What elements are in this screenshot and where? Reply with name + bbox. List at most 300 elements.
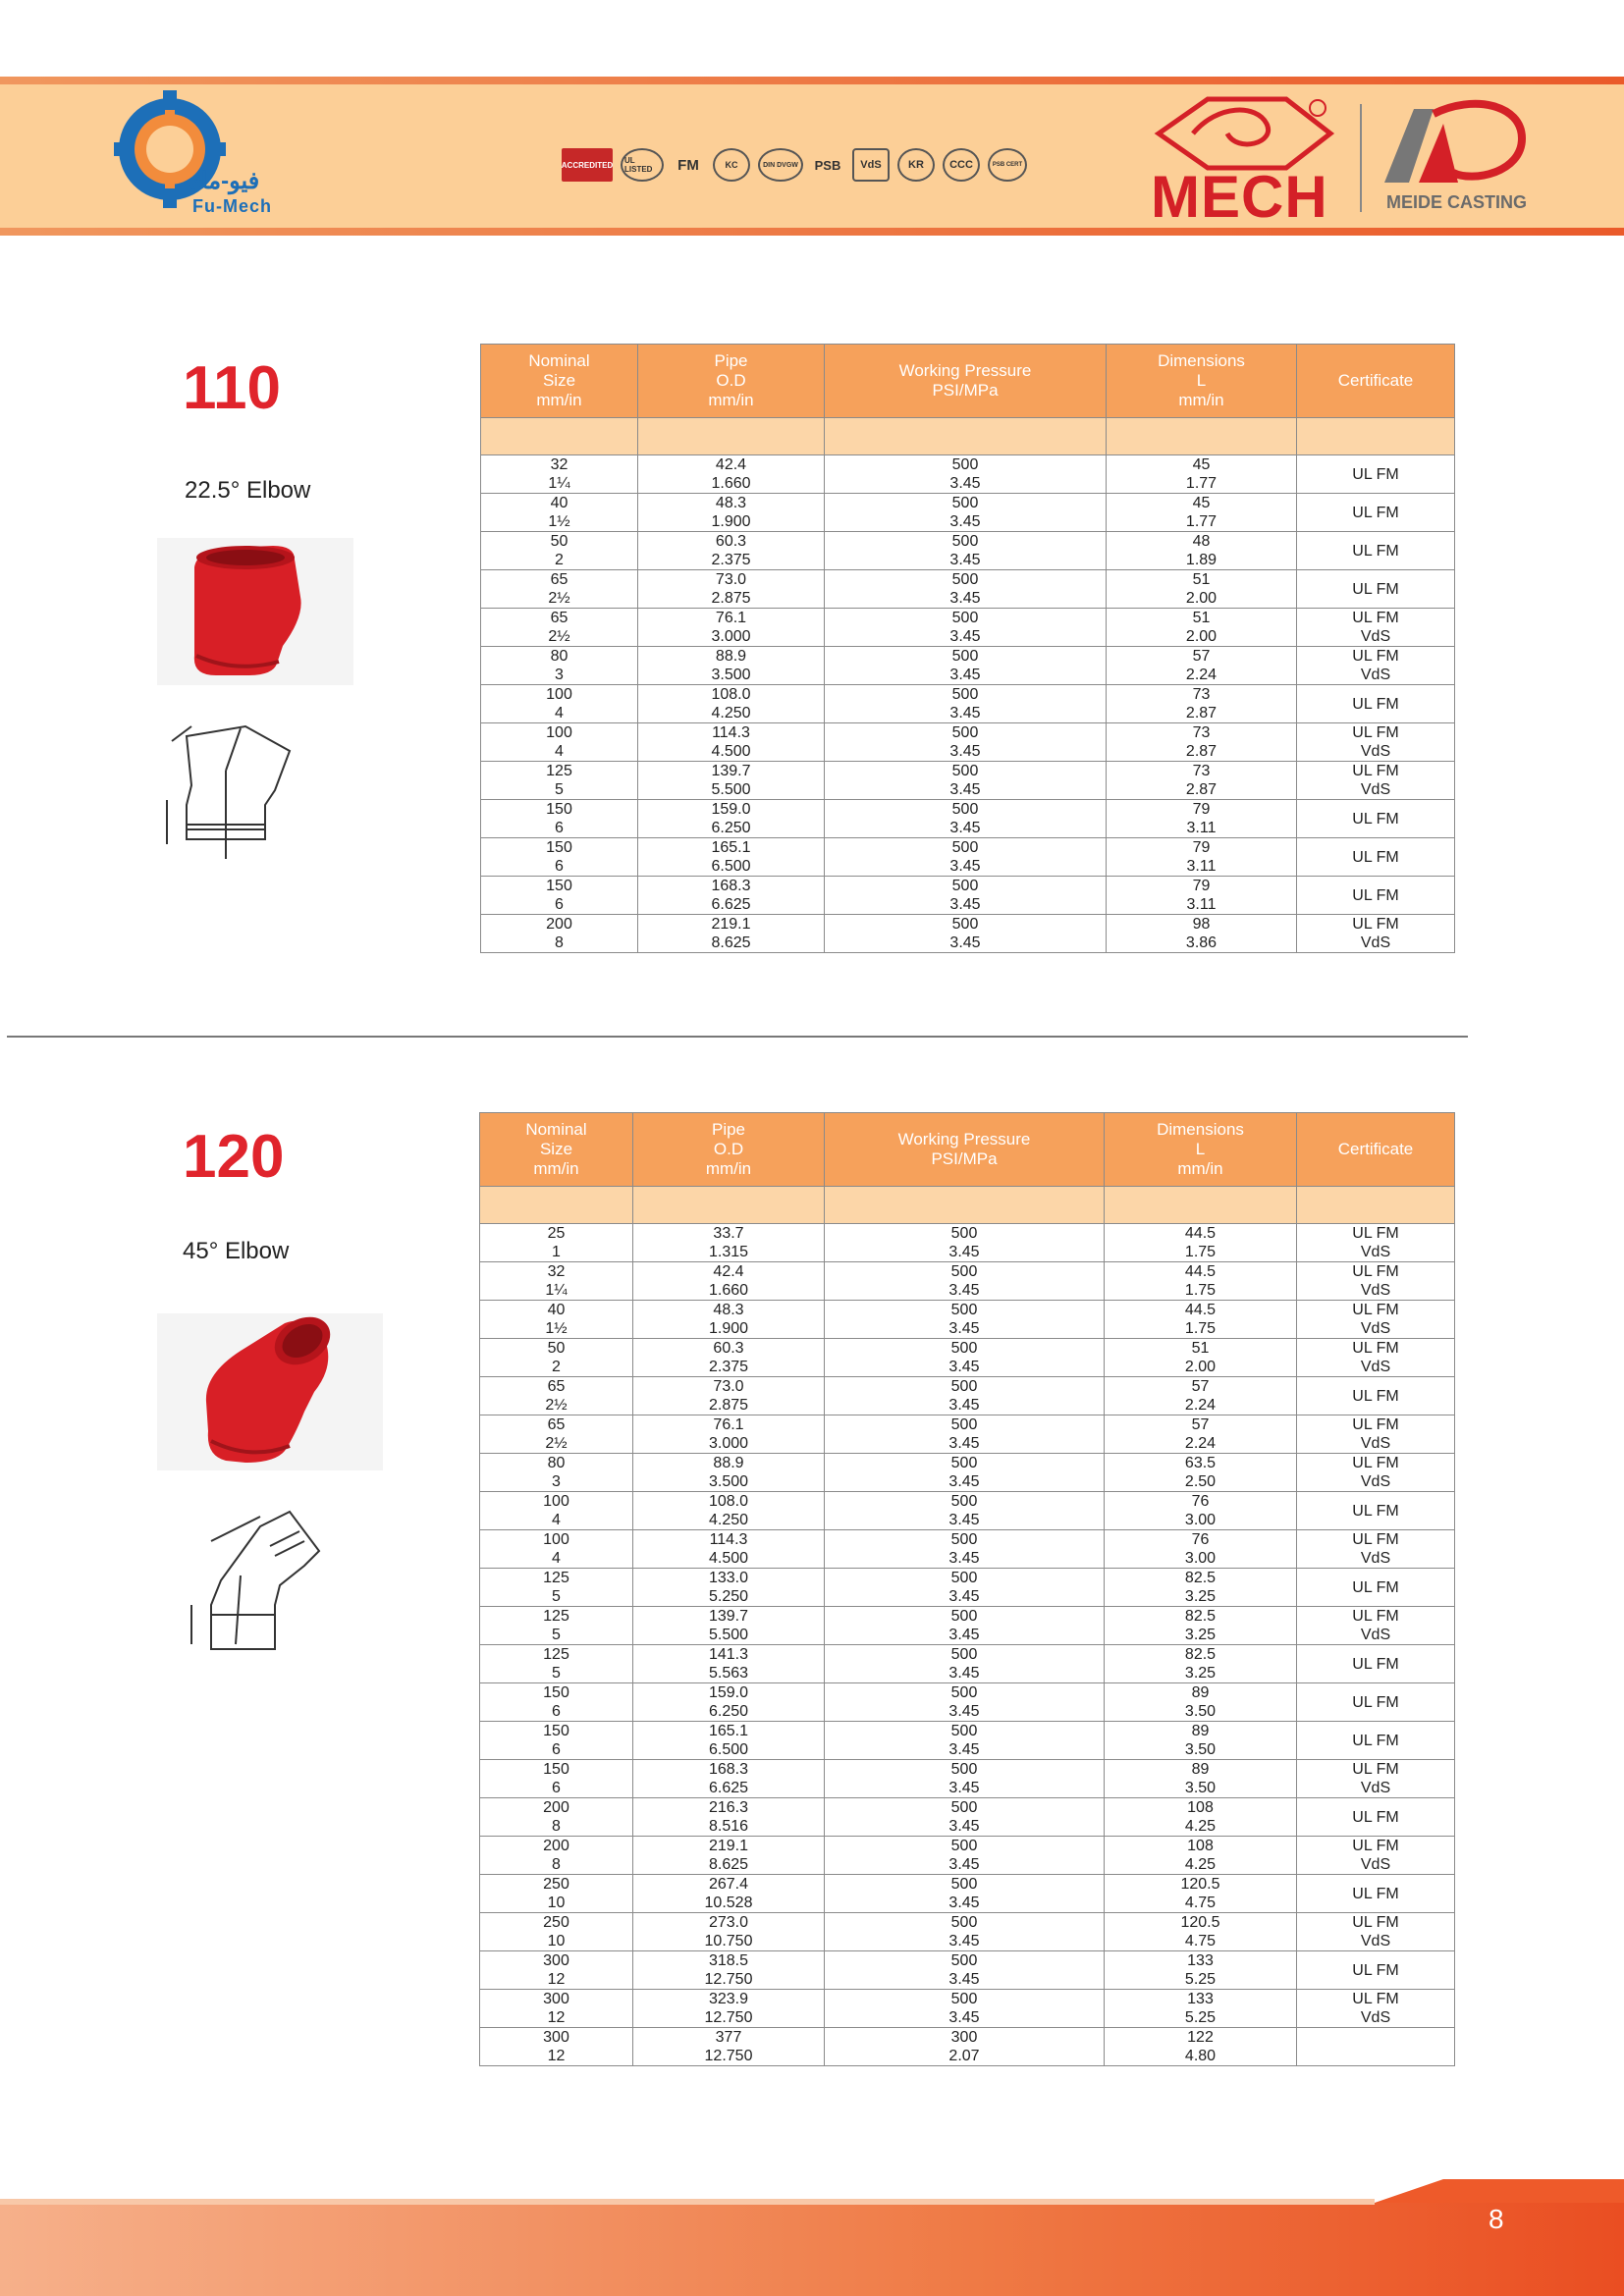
certificate-cell-line: UL FM: [1352, 1693, 1399, 1711]
certificate-cell-line: UL FM: [1352, 848, 1399, 866]
nominal-size-cell-line: 6: [555, 896, 564, 913]
certificate-cell-line: UL FM: [1352, 504, 1399, 521]
working-pressure-cell: [825, 1607, 1105, 1645]
working-pressure-cell: [825, 1530, 1105, 1569]
nominal-size-cell-line: 50: [547, 1340, 566, 1357]
nominal-size-cell-line: 80: [547, 1455, 566, 1471]
table-row: [481, 838, 1455, 877]
nominal-size-cell-line: 5: [555, 781, 564, 798]
pipe-od-cell-line: 273.0: [708, 1914, 749, 1931]
dimensions-cell-line: 2.24: [1184, 1397, 1217, 1414]
mech-brand-name: MECH: [1151, 164, 1328, 230]
dimensions-cell-line: 120.5: [1180, 1876, 1220, 1893]
nominal-size-cell-line: 250: [543, 1876, 569, 1893]
pipe-od-cell-line: 114.3: [709, 1531, 748, 1548]
nominal-size-cell-line: 5: [552, 1665, 561, 1682]
nominal-size-cell-line: 80: [550, 648, 568, 665]
nominal-size-cell-line: 3: [552, 1473, 561, 1490]
nominal-size-cell-line: 150: [543, 1723, 569, 1739]
certificate-cell-line: UL FM: [1352, 886, 1399, 904]
nominal-size-cell-line: 65: [550, 571, 568, 588]
dimensions-cell-line: 76: [1191, 1493, 1210, 1510]
working-pressure-cell-line: 3.45: [948, 1741, 980, 1758]
table-row: [480, 1875, 1455, 1913]
pipe-od-cell-line: 6.500: [711, 858, 751, 875]
nominal-size-cell-line: 1¼: [548, 475, 570, 492]
working-pressure-cell-line: 3.45: [949, 705, 981, 721]
working-pressure-cell-line: 500: [951, 763, 979, 779]
nominal-size-cell: [480, 1262, 633, 1301]
dimensions-cell-line: 44.5: [1184, 1302, 1217, 1318]
certificate-cell-line: VdS: [1360, 1856, 1391, 1873]
cert-psb-cert-icon: PSB CERT: [988, 148, 1027, 182]
certificate-cell: [1297, 1492, 1455, 1530]
pipe-od-cell: [633, 1990, 825, 2028]
certificate-cell-line: VdS: [1360, 667, 1391, 683]
pipe-od-cell-line: 4.250: [711, 705, 751, 721]
working-pressure-cell-line: 3.45: [949, 513, 981, 530]
nominal-size-cell-line: 6: [552, 1741, 561, 1758]
table-row: [480, 1951, 1455, 1990]
pipe-od-cell-line: 3.500: [708, 1473, 749, 1490]
dimensions-cell-line: 3.25: [1184, 1588, 1217, 1605]
dimensions-cell: [1105, 1913, 1297, 1951]
working-pressure-cell-line: 500: [950, 1263, 978, 1280]
dimensions-cell: [1107, 762, 1297, 800]
dimensions-cell-line: 3.00: [1184, 1512, 1217, 1528]
pipe-od-cell: [638, 570, 825, 609]
table-spacer-row: [480, 1187, 1455, 1224]
certificate-cell-line: VdS: [1360, 1933, 1391, 1949]
pipe-od-cell: [638, 609, 825, 647]
logo-divider: [1360, 104, 1362, 212]
pipe-od-cell-line: 76.1: [713, 1416, 744, 1433]
pipe-od-cell: [633, 1607, 825, 1645]
working-pressure-cell: [825, 455, 1107, 494]
dimensions-cell: [1105, 1224, 1297, 1262]
table-row: [481, 685, 1455, 723]
nominal-size-cell-line: 100: [543, 1493, 569, 1510]
pipe-od-cell-line: 6.250: [711, 820, 751, 836]
working-pressure-cell-line: 3.45: [948, 1627, 980, 1643]
working-pressure-cell: [825, 1837, 1105, 1875]
working-pressure-cell: [825, 532, 1107, 570]
working-pressure-cell: [825, 1339, 1105, 1377]
dimensions-cell-line: 2.00: [1184, 1359, 1217, 1375]
pipe-od-cell: [633, 1339, 825, 1377]
working-pressure-cell-line: 500: [950, 1570, 978, 1586]
pipe-od-cell-line: 141.3: [708, 1646, 749, 1663]
pipe-od-cell-line: 2.875: [711, 590, 751, 607]
pipe-od-cell: [633, 1951, 825, 1990]
dimensions-cell: [1107, 532, 1297, 570]
pipe-od-cell: [633, 1645, 825, 1683]
working-pressure-cell-line: 3.45: [949, 820, 981, 836]
certificate-cell-line: VdS: [1360, 1320, 1391, 1337]
nominal-size-cell-line: 6: [555, 820, 564, 836]
nominal-size-cell-line: 65: [547, 1378, 566, 1395]
table-row: [481, 762, 1455, 800]
col-pipe-od: Pipe O.D mm/in: [633, 1113, 825, 1187]
table-row: [480, 1454, 1455, 1492]
working-pressure-cell-line: 3.45: [948, 1703, 980, 1720]
pipe-od-cell-line: 114.3: [712, 724, 750, 741]
dimensions-cell: [1105, 1683, 1297, 1722]
nominal-size-cell-line: 150: [546, 801, 572, 818]
nominal-size-cell-line: 40: [547, 1302, 566, 1318]
working-pressure-cell-line: 2.07: [948, 2048, 980, 2064]
certificate-cell: [1297, 455, 1455, 494]
certificate-cell-line: VdS: [1360, 1244, 1391, 1260]
certificate-cell: [1297, 647, 1455, 685]
certificate-cell: [1297, 1224, 1455, 1262]
dimensions-cell-line: 98: [1192, 916, 1211, 933]
nominal-size-cell: [480, 1415, 633, 1454]
pipe-od-cell-line: 165.1: [711, 839, 751, 856]
dimensions-cell: [1105, 1760, 1297, 1798]
nominal-size-cell: [481, 685, 638, 723]
pipe-od-cell: [633, 1224, 825, 1262]
pipe-od-cell-line: 5.250: [708, 1588, 749, 1605]
working-pressure-cell-line: 500: [951, 724, 979, 741]
certificate-cell-line: VdS: [1360, 2009, 1391, 2026]
col-dimensions: Dimensions L mm/in: [1107, 345, 1297, 418]
pipe-od-cell-line: 219.1: [708, 1838, 749, 1854]
working-pressure-cell: [825, 723, 1107, 762]
dimensions-cell-line: 108: [1187, 1838, 1214, 1854]
elbow-45-drawing: [182, 1507, 329, 1659]
dimensions-cell-line: 2.87: [1185, 705, 1218, 721]
pipe-od-cell: [633, 1569, 825, 1607]
pipe-od-cell-line: 1.660: [711, 475, 751, 492]
pipe-od-cell-line: 323.9: [708, 1991, 749, 2007]
section-110-title: 22.5° Elbow: [185, 477, 311, 504]
pipe-od-cell-line: 2.375: [711, 552, 751, 568]
certificate-cell-line: UL FM: [1352, 542, 1399, 560]
pipe-od-cell-line: 60.3: [713, 1340, 744, 1357]
nominal-size-cell-line: 1½: [548, 513, 570, 530]
elbow-22-5-photo: [157, 538, 353, 685]
header-top-stripe: [0, 77, 1624, 84]
table-row: [481, 647, 1455, 685]
certificate-cell-line: UL FM: [1352, 1991, 1399, 2007]
working-pressure-cell: [825, 915, 1107, 953]
working-pressure-cell-line: 3.45: [948, 1244, 980, 1260]
table-row: [480, 1722, 1455, 1760]
cert-kr-icon: KR: [897, 148, 935, 182]
working-pressure-cell-line: 3.45: [948, 1473, 980, 1490]
certificate-cell: [1297, 800, 1455, 838]
working-pressure-cell-line: 500: [950, 1838, 978, 1854]
pipe-od-cell-line: 5.500: [708, 1627, 749, 1643]
pipe-od-cell-line: 3.000: [708, 1435, 749, 1452]
nominal-size-cell: [480, 1722, 633, 1760]
nominal-size-cell: [480, 1683, 633, 1722]
working-pressure-cell-line: 500: [951, 801, 979, 818]
working-pressure-cell: [825, 1645, 1105, 1683]
table-row: [481, 877, 1455, 915]
working-pressure-cell: [825, 1913, 1105, 1951]
certificate-cell: [1297, 1875, 1455, 1913]
nominal-size-cell-line: 1: [552, 1244, 561, 1260]
certificate-cell-line: UL FM: [1352, 1885, 1399, 1902]
nominal-size-cell-line: 4: [552, 1512, 561, 1528]
working-pressure-cell-line: 3.45: [948, 1588, 980, 1605]
section-divider: [7, 1036, 1468, 1038]
col-certificate: Certificate: [1297, 1113, 1455, 1187]
dimensions-cell-line: 45: [1192, 456, 1211, 473]
pipe-od-cell-line: 12.750: [704, 2048, 753, 2064]
pipe-od-cell-line: 12.750: [704, 1971, 753, 1988]
nominal-size-cell: [480, 1760, 633, 1798]
pipe-od-cell-line: 60.3: [715, 533, 747, 550]
working-pressure-cell: [825, 1301, 1105, 1339]
pipe-od-cell-line: 8.625: [711, 934, 751, 951]
pipe-od-cell-line: 377: [715, 2029, 742, 2046]
working-pressure-cell-line: 3.45: [948, 1971, 980, 1988]
pipe-od-cell-line: 3.500: [711, 667, 751, 683]
pipe-od-cell-line: 42.4: [713, 1263, 744, 1280]
table-row: [481, 723, 1455, 762]
certificate-cell: [1297, 762, 1455, 800]
working-pressure-cell: [825, 647, 1107, 685]
working-pressure-cell-line: 3.45: [949, 858, 981, 875]
nominal-size-cell-line: 125: [543, 1570, 569, 1586]
working-pressure-cell-line: 500: [951, 648, 979, 665]
nominal-size-cell-line: 65: [547, 1416, 566, 1433]
certificate-cell: [1297, 570, 1455, 609]
pipe-od-cell-line: 159.0: [711, 801, 751, 818]
nominal-size-cell: [481, 838, 638, 877]
working-pressure-cell: [825, 1569, 1105, 1607]
working-pressure-cell-line: 3.45: [948, 2009, 980, 2026]
certificate-cell-line: UL FM: [1352, 1838, 1399, 1854]
certificate-cell-line: UL FM: [1352, 810, 1399, 828]
nominal-size-cell: [480, 1224, 633, 1262]
nominal-size-cell-line: 6: [552, 1703, 561, 1720]
dimensions-cell-line: 63.5: [1184, 1455, 1217, 1471]
pipe-od-cell-line: 6.625: [711, 896, 751, 913]
nominal-size-cell-line: 2½: [545, 1397, 568, 1414]
dimensions-cell: [1105, 1415, 1297, 1454]
dimensions-cell: [1107, 800, 1297, 838]
pipe-od-cell-line: 8.516: [708, 1818, 749, 1835]
nominal-size-cell-line: 1½: [545, 1320, 568, 1337]
nominal-size-cell: [480, 1607, 633, 1645]
dimensions-cell-line: 48: [1192, 533, 1211, 550]
pipe-od-cell-line: 108.0: [708, 1493, 749, 1510]
nominal-size-cell: [481, 494, 638, 532]
dimensions-cell-line: 73: [1192, 686, 1211, 703]
certificate-cell-line: UL FM: [1352, 465, 1399, 483]
pipe-od-cell: [633, 1415, 825, 1454]
certificate-cell-line: UL FM: [1352, 1263, 1399, 1280]
dimensions-cell-line: 3.25: [1184, 1665, 1217, 1682]
dimensions-cell-line: 76: [1191, 1531, 1210, 1548]
dimensions-cell: [1105, 1262, 1297, 1301]
nominal-size-cell: [480, 1951, 633, 1990]
pipe-od-cell-line: 4.500: [708, 1550, 749, 1567]
working-pressure-cell-line: 3.45: [948, 1320, 980, 1337]
pipe-od-cell-line: 2.875: [708, 1397, 749, 1414]
working-pressure-cell-line: 3.45: [948, 1512, 980, 1528]
section-120-number: 120: [183, 1123, 285, 1191]
cert-vds-icon: VdS: [852, 148, 890, 182]
table-row: [480, 1607, 1455, 1645]
table-row: [480, 1339, 1455, 1377]
pipe-od-cell: [633, 1683, 825, 1722]
certificate-cell: [1297, 1569, 1455, 1607]
nominal-size-cell-line: 6: [555, 858, 564, 875]
pipe-od-cell: [633, 1262, 825, 1301]
pipe-od-cell: [638, 455, 825, 494]
nominal-size-cell-line: 32: [550, 456, 568, 473]
pipe-od-cell-line: 48.3: [713, 1302, 744, 1318]
nominal-size-cell-line: 200: [543, 1838, 569, 1854]
table-row: [480, 1301, 1455, 1339]
pipe-od-cell: [633, 1377, 825, 1415]
pipe-od-cell: [633, 1454, 825, 1492]
pipe-od-cell-line: 159.0: [708, 1684, 749, 1701]
dimensions-cell-line: 2.24: [1184, 1435, 1217, 1452]
pipe-od-cell: [638, 647, 825, 685]
nominal-size-cell: [481, 723, 638, 762]
table-row: [480, 1377, 1455, 1415]
certificate-cell: [1297, 1798, 1455, 1837]
certificate-cell: [1297, 1837, 1455, 1875]
working-pressure-cell-line: 3.45: [949, 628, 981, 645]
nominal-size-cell-line: 10: [547, 1895, 566, 1911]
dimensions-cell-line: 108: [1187, 1799, 1214, 1816]
dimensions-cell-line: 51: [1192, 571, 1211, 588]
dimensions-cell-line: 73: [1192, 763, 1211, 779]
dimensions-cell-line: 82.5: [1184, 1570, 1217, 1586]
certificate-cell: [1297, 1722, 1455, 1760]
pipe-od-cell-line: 3.000: [711, 628, 751, 645]
pipe-od-cell: [638, 723, 825, 762]
working-pressure-cell-line: 500: [950, 1378, 978, 1395]
certificate-cell-line: UL FM: [1352, 1416, 1399, 1433]
working-pressure-cell: [825, 1224, 1105, 1262]
nominal-size-cell: [481, 877, 638, 915]
nominal-size-cell-line: 4: [555, 743, 564, 760]
dimensions-cell-line: 3.86: [1185, 934, 1218, 951]
cert-kc-icon: KC: [713, 148, 750, 182]
certificate-cell-line: UL FM: [1352, 1808, 1399, 1826]
pipe-od-cell-line: 33.7: [713, 1225, 744, 1242]
table-row: [481, 532, 1455, 570]
dimensions-cell-line: 4.75: [1184, 1895, 1217, 1911]
certificate-cell: [1297, 1262, 1455, 1301]
dimensions-cell: [1107, 609, 1297, 647]
working-pressure-cell-line: 500: [951, 916, 979, 933]
nominal-size-cell-line: 200: [543, 1799, 569, 1816]
certificate-cell-line: UL FM: [1352, 1732, 1399, 1749]
page-number: 8: [1489, 2204, 1504, 2234]
table-row: [481, 494, 1455, 532]
working-pressure-cell-line: 500: [951, 686, 979, 703]
table-row: [480, 1530, 1455, 1569]
pipe-od-cell: [638, 915, 825, 953]
dimensions-cell: [1105, 1492, 1297, 1530]
nominal-size-cell-line: 12: [547, 2048, 566, 2064]
dimensions-cell: [1105, 1339, 1297, 1377]
certificate-cell: [1297, 1301, 1455, 1339]
pipe-od-cell-line: 48.3: [715, 495, 747, 511]
table-row: [480, 1492, 1455, 1530]
nominal-size-cell: [480, 1875, 633, 1913]
table-row: [480, 1569, 1455, 1607]
pipe-od-cell-line: 133.0: [708, 1570, 749, 1586]
table-row: [480, 1760, 1455, 1798]
pipe-od-cell-line: 168.3: [708, 1761, 749, 1778]
nominal-size-cell-line: 125: [543, 1646, 569, 1663]
working-pressure-cell-line: 500: [951, 533, 979, 550]
working-pressure-cell-line: 3.45: [948, 1665, 980, 1682]
nominal-size-cell-line: 8: [552, 1818, 561, 1835]
certificate-cell: [1297, 1683, 1455, 1722]
elbow-22-5-drawing: [157, 717, 295, 864]
pipe-od-cell-line: 10.528: [704, 1895, 753, 1911]
dimensions-cell-line: 5.25: [1184, 1971, 1217, 1988]
working-pressure-cell-line: 3.45: [948, 1359, 980, 1375]
nominal-size-cell-line: 25: [547, 1225, 566, 1242]
pipe-od-cell-line: 76.1: [715, 610, 747, 626]
certificate-cell-line: UL FM: [1352, 1578, 1399, 1596]
dimensions-cell-line: 3.11: [1186, 896, 1217, 913]
pipe-od-cell-line: 6.500: [708, 1741, 749, 1758]
working-pressure-cell-line: 500: [950, 1723, 978, 1739]
working-pressure-cell: [825, 609, 1107, 647]
certificate-cell-line: UL FM: [1352, 1914, 1399, 1931]
pipe-od-cell-line: 6.250: [708, 1703, 749, 1720]
working-pressure-cell-line: 500: [951, 495, 979, 511]
working-pressure-cell-line: 500: [951, 878, 979, 894]
pipe-od-cell: [638, 762, 825, 800]
certificate-cell-line: VdS: [1360, 1473, 1391, 1490]
dimensions-cell: [1105, 1645, 1297, 1683]
table-row: [481, 915, 1455, 953]
certificate-cell-line: UL FM: [1352, 610, 1399, 626]
cert-ul-icon: UL LISTED: [621, 148, 664, 182]
dimensions-cell-line: 57: [1191, 1416, 1210, 1433]
dimensions-cell: [1107, 570, 1297, 609]
dimensions-cell-line: 73: [1192, 724, 1211, 741]
certificate-cell-line: VdS: [1360, 1359, 1391, 1375]
elbow-45-photo: [157, 1313, 383, 1470]
pipe-od-cell: [638, 877, 825, 915]
nominal-size-cell-line: 6: [552, 1780, 561, 1796]
col-working-pressure: Working Pressure PSI/MPa: [825, 1113, 1105, 1187]
certificate-cell: [1297, 838, 1455, 877]
working-pressure-cell-line: 3.45: [948, 1780, 980, 1796]
table-row: [480, 1415, 1455, 1454]
certificate-cell-line: UL FM: [1352, 1608, 1399, 1625]
dimensions-cell-line: 79: [1192, 839, 1211, 856]
cert-accredited-icon: ACCREDITED: [562, 148, 613, 182]
pipe-od-cell-line: 4.500: [711, 743, 751, 760]
dimensions-cell-line: 2.50: [1184, 1473, 1217, 1490]
certificate-cell: [1297, 1377, 1455, 1415]
section-120-title: 45° Elbow: [183, 1238, 290, 1264]
working-pressure-cell: [825, 838, 1107, 877]
working-pressure-cell: [825, 1262, 1105, 1301]
nominal-size-cell-line: 150: [543, 1684, 569, 1701]
dimensions-cell-line: 89: [1191, 1723, 1210, 1739]
certificate-cell: [1297, 609, 1455, 647]
pipe-od-cell-line: 219.1: [711, 916, 751, 933]
working-pressure-cell-line: 500: [950, 1876, 978, 1893]
